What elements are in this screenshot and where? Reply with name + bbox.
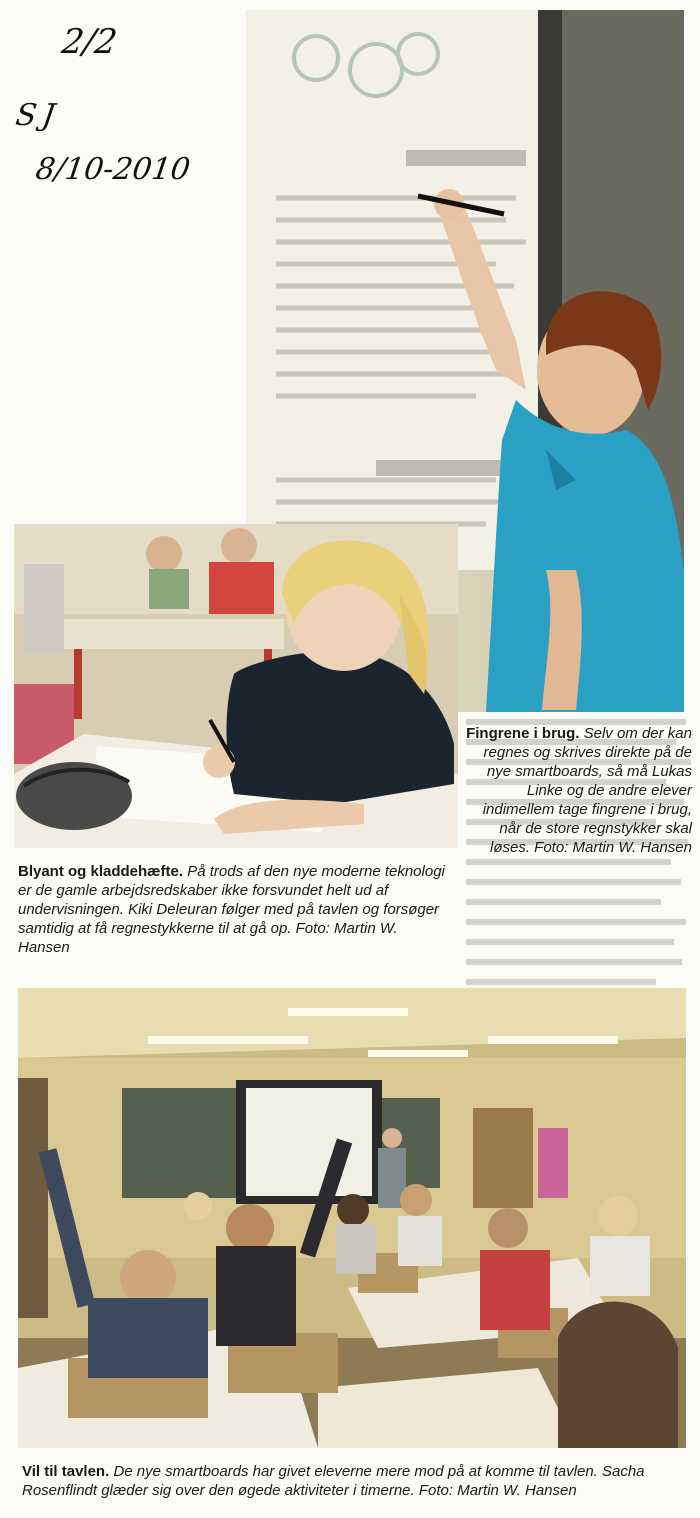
caption-bottom-photo [22, 1462, 692, 1500]
photo-classroom-illustration [18, 988, 686, 1448]
caption-top-text: Selv om der kan regnes og skrives direkte på de nye smartboards, så må Lukas Linke og de andre elever indimellem tage fingrene i brug, når de store regnstykker skal løses. Foto: Martin W. Hansen [482, 725, 692, 856]
caption-top-photo [466, 724, 692, 857]
photo-girl-with-pencil-illustration [14, 524, 458, 848]
photo-classroom [18, 988, 686, 1448]
caption-middle-title: Blyant og kladdehæfte. [18, 863, 184, 880]
photo-girl-with-pencil [14, 524, 458, 848]
handwritten-date: 8/10-2010 [33, 152, 193, 187]
caption-middle-text: På trods af den nye moderne teknologi er de gamle arbejdsredskaber ikke forsvundet helt ud af undervisningen. Kiki Deleuran følger med på tavlen og forsøger samtidig at få regnestykkerne til at gå op. Foto: Martin W. Hansen [18, 863, 445, 956]
caption-bottom-title: Vil til tavlen. [22, 1463, 110, 1480]
caption-bottom-text: De nye smartboards har givet eleverne mere mod på at komme til tavlen. Sacha Rosenflindt glæder sig over den øgede aktiviteter i timerne. Foto: Martin W. Hansen [22, 1463, 645, 1499]
caption-middle-photo [18, 862, 448, 957]
handwritten-initials: SJ [13, 98, 64, 133]
handwritten-page-number: 2/2 [59, 22, 120, 62]
caption-top-title: Fingrene i brug. [466, 725, 580, 742]
